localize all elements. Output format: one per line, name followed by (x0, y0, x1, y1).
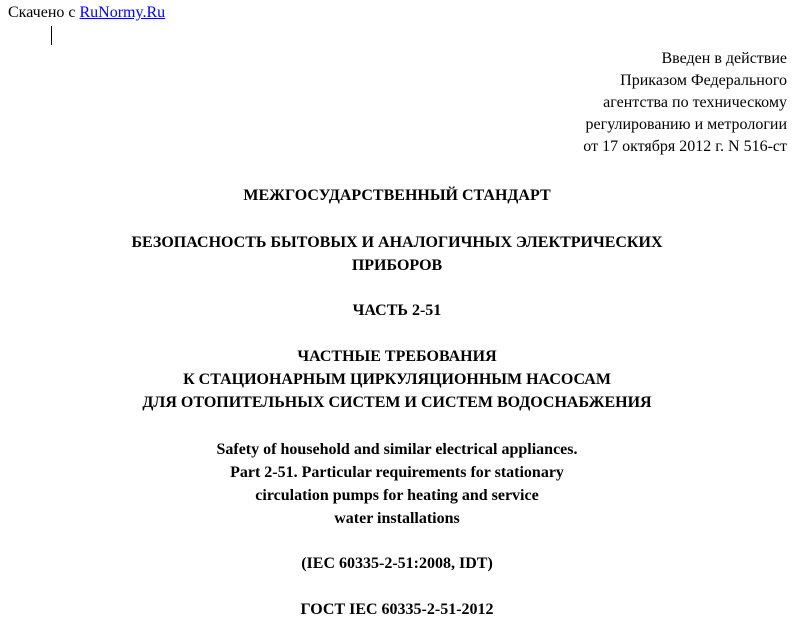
enactment-line: Приказом Федерального (620, 72, 787, 89)
enactment-line: агентства по техническому (603, 94, 787, 111)
standard-type-heading (0, 185, 794, 207)
part-number: ЧАСТЬ 2-51 (352, 302, 442, 319)
english-title-line: Part 2-51. Particular requirements for stationary (230, 464, 564, 481)
part-heading (0, 300, 794, 322)
enactment-line: Введен в действие (661, 50, 787, 67)
enactment-line: регулированию и метрологии (585, 116, 787, 133)
subtitle-line: ДЛЯ ОТОПИТЕЛЬНЫХ СИСТЕМ И СИСТЕМ ВОДОСНАБЖЕНИЯ (142, 394, 652, 411)
runormy-link[interactable]: RuNormy.Ru (79, 4, 166, 21)
iec-reference-block (0, 553, 794, 575)
iec-reference: (IEC 60335-2-51:2008, IDT) (301, 555, 493, 572)
english-title (0, 438, 794, 530)
document-title (0, 231, 794, 277)
standard-type: МЕЖГОСУДАРСТВЕННЫЙ СТАНДАРТ (243, 187, 551, 204)
enactment-note (583, 48, 787, 158)
subtitle-line: ЧАСТНЫЕ ТРЕБОВАНИЯ (297, 348, 497, 365)
english-title-line: water installations (334, 510, 460, 527)
download-prefix: Скачено с (8, 4, 80, 21)
gost-number: ГОСТ IEC 60335-2-51-2012 (300, 601, 494, 618)
download-source-line (8, 3, 165, 23)
english-title-line: circulation pumps for heating and service (255, 487, 539, 504)
title-line: БЕЗОПАСНОСТЬ БЫТОВЫХ И АНАЛОГИЧНЫХ ЭЛЕКТРИЧЕСКИХ (131, 234, 663, 251)
text-cursor (51, 26, 52, 45)
subtitle-line: К СТАЦИОНАРНЫМ ЦИРКУЛЯЦИОННЫМ НАСОСАМ (183, 371, 611, 388)
gost-number-block (0, 599, 794, 621)
title-line: ПРИБОРОВ (351, 257, 443, 274)
document-subtitle (0, 345, 794, 414)
english-title-line: Safety of household and similar electrical appliances. (216, 441, 578, 458)
enactment-line: от 17 октября 2012 г. N 516-ст (583, 138, 787, 155)
